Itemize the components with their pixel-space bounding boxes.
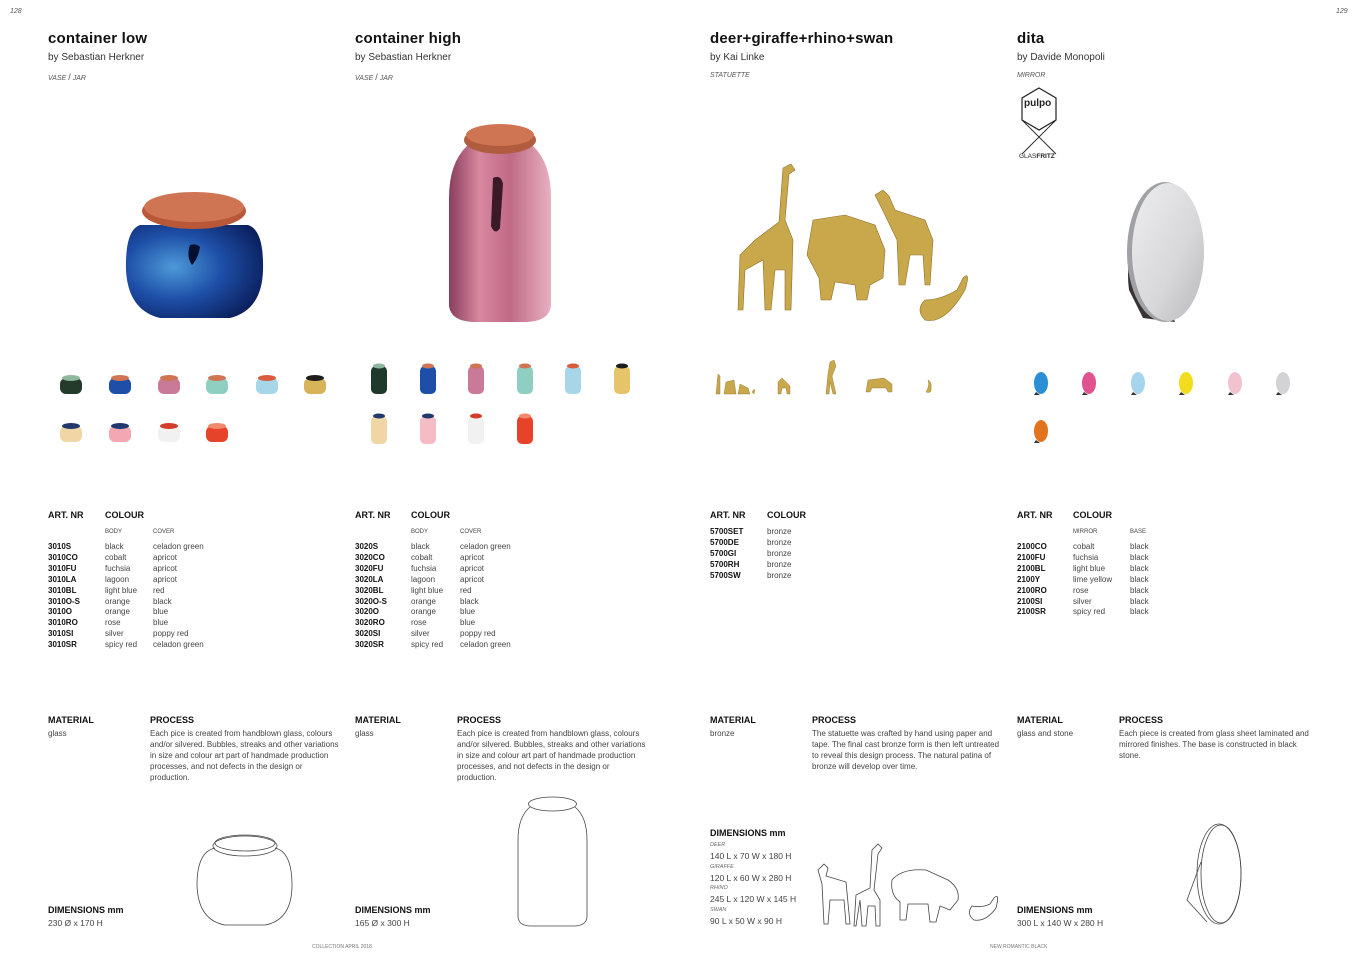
colour-value: rose [411,618,427,628]
colour-value: silver [411,629,430,639]
variant-thumb [60,423,82,442]
dimensions-header: DIMENSIONS mm [48,905,124,915]
category-vase: VASE [48,75,67,82]
body-subheader: BODY [411,529,429,535]
colour-value-secondary: apricot [460,563,485,573]
colour-value-secondary: apricot [460,552,485,562]
art-number: 3020O [355,607,380,617]
variant-thumb [420,414,436,445]
process-header: PROCESS [457,715,502,725]
art-number: 3020BL [355,585,384,595]
material-value: bronze [710,729,735,738]
art-number: 2100CO [1017,542,1047,551]
product-category: STATUETTE [710,72,750,79]
dimension-label: RHINO [710,885,728,891]
colour-header: COLOUR [1073,510,1112,520]
colour-value: bronze [767,559,792,569]
dimensions-value: 300 L x 140 W x 280 H [1017,918,1104,928]
dimension-label: GIRAFFE [710,863,734,870]
animals-line-drawing [810,840,1005,930]
art-number: 2100Y [1017,574,1041,584]
colour-value-secondary: celadon green [153,542,204,551]
colour-value: rose [1073,585,1089,595]
logo-glas: GLAS [1019,153,1037,160]
variant-thumb [468,364,484,395]
variant-thumb-set [716,374,755,394]
colour-value: fuchsia [411,563,437,573]
variant-thumb [371,364,387,395]
colour-value-secondary: apricot [153,552,178,562]
art-number: 5700RH [710,559,740,569]
cover-subheader: COVER [153,529,175,535]
variant-thumb [1034,372,1048,395]
colour-value-secondary: celadon green [153,640,204,650]
colour-value-secondary: blue [153,607,169,617]
variant-thumb [1131,372,1145,395]
dimensions-header: DIMENSIONS mm [1017,905,1093,915]
dimensions-header: DIMENSIONS mm [355,905,431,915]
colour-value-secondary: black [153,596,172,606]
variant-thumb-deer [778,378,790,394]
colour-value: bronze [767,548,792,558]
container-low-photo [120,185,270,330]
colour-header: COLOUR [767,510,806,520]
colour-value: silver [105,629,124,639]
colour-value: bronze [767,570,792,580]
colour-value-secondary: blue [460,607,476,617]
variant-thumb [517,364,533,395]
category-separator: / [375,72,378,82]
art-number: 3010BL [48,585,77,595]
animals-photo [735,160,980,330]
colour-value-secondary: blue [153,618,169,628]
colour-value: lagoon [411,574,436,584]
colour-value: fuchsia [1073,552,1099,562]
dita-variants [1028,364,1303,449]
colour-value: silver [1073,596,1092,606]
colour-value: light blue [1073,563,1106,573]
container-high-line-drawing [515,795,590,930]
variant-thumb [565,364,581,395]
art-number: 3020S [355,542,379,551]
colour-value: orange [411,607,436,617]
base-subheader: BASE [1130,529,1147,535]
art-number: 3010FU [48,563,77,573]
product-designer: by Sebastian Herkner [355,52,452,63]
colour-value-secondary: black [460,596,479,606]
variant-thumb [1228,372,1242,395]
art-nr-header: ART. NR [1017,510,1053,520]
dita-line-drawing [1185,822,1245,928]
art-number: 5700SET [710,527,744,536]
mirror-subheader: MIRROR [1073,529,1098,535]
product-title: container low [48,30,148,47]
variant-thumb [1082,372,1096,395]
dimension-label: DEER [710,842,726,848]
art-number: 3010CO [48,552,78,562]
container-low-variants-extra [252,368,332,398]
colour-value-secondary: black [1130,542,1149,551]
art-number: 3020LA [355,574,384,584]
art-nr-header: ART. NR [710,510,746,520]
art-number: 3020SI [355,629,381,639]
colour-value-secondary: black [1130,552,1149,562]
material-header: MATERIAL [48,715,94,725]
colour-value-secondary: black [1130,596,1149,606]
variant-thumb [158,423,180,442]
colour-value-secondary: apricot [153,574,178,584]
colour-value: fuchsia [105,563,131,573]
colour-header: COLOUR [411,510,450,520]
colour-value-secondary: black [1130,585,1149,595]
art-number: 3020RO [355,618,385,628]
container-low-variants [56,368,256,448]
colour-value: spicy red [105,640,138,650]
variant-thumb [420,364,436,395]
art-number: 3010O-S [48,596,81,606]
container-high-photo [445,118,555,328]
product-category [48,72,86,82]
colour-value: spicy red [411,640,444,650]
process-header: PROCESS [812,715,857,725]
colour-value: light blue [105,585,138,595]
process-header: PROCESS [1119,715,1164,725]
material-header: MATERIAL [1017,715,1063,725]
variant-thumb [371,414,387,445]
variant-thumb [1034,420,1048,443]
art-number: 3010LA [48,574,77,584]
variant-thumb [158,375,180,394]
colour-value-secondary: poppy red [153,629,189,639]
colour-value: cobalt [411,552,433,562]
process-text: The statuette was crafted by hand using paper and tape. The final cast bronze form is then left untreated to reveal this design process. The natural patina of bronze will develop over time. [812,729,1000,771]
variant-thumb [109,423,131,442]
rhino-figure [807,215,885,300]
colour-value: light blue [411,585,444,595]
colour-value: rose [105,618,121,628]
art-number: 2100SR [1017,607,1046,617]
product-category: MIRROR [1017,72,1046,79]
product-category [355,72,393,82]
logo-glasfritz-text [1019,153,1055,160]
material-header: MATERIAL [710,715,756,725]
variant-thumb [256,375,278,394]
colour-value-secondary: celadon green [460,542,511,551]
dita-mirror-photo [1115,180,1210,328]
art-number: 5700DE [710,537,739,547]
process-text: Each piece is created from glass sheet laminated and mirrored finishes. The base is constructed in black stone. [1119,729,1309,760]
page-number-left: 128 [10,8,22,15]
colour-value-secondary: black [1130,563,1149,573]
colour-value: orange [411,596,436,606]
colour-value-secondary: poppy red [460,629,496,639]
art-nr-header: ART. NR [48,510,84,520]
process-text: Each pice is created from handblown glass, colours and/or silvered. Bubbles, streaks and other variations in size and colour art part of handmade production processes, and not defects in the design or production. [457,729,646,782]
variant-thumb [60,375,82,394]
dimension-value: 140 L x 70 W x 180 H [710,851,792,861]
colour-value: orange [105,607,130,617]
variant-thumb [206,375,228,394]
dimension-label: SWAN [710,906,727,913]
art-number: 3010SR [48,640,77,650]
category-jar: JAR [72,75,86,82]
art-number: 3010S [48,542,72,551]
process-header: PROCESS [150,715,195,725]
logo-fritz: FRITZ [1036,153,1055,160]
variant-thumb [109,375,131,394]
colour-value: cobalt [1073,542,1095,551]
colour-value: lagoon [105,574,130,584]
dimensions-value: 230 Ø x 170 H [48,918,103,928]
colour-value-secondary: apricot [153,563,178,573]
dimensions-header: DIMENSIONS mm [710,828,786,838]
art-number: 3010O [48,607,73,617]
colour-value-secondary: celadon green [460,640,511,650]
art-number: 3010SI [48,629,74,639]
process-text: Each pice is created from handblown glass, colours and/or silvered. Bubbles, streaks and other variations in size and colour art part of handmade production processes, and not defects in the design or production. [150,729,339,782]
art-number: 3020SR [355,640,384,650]
product-designer: by Sebastian Herkner [48,52,145,63]
product-title: dita [1017,30,1045,47]
variant-thumb-rhino [866,378,892,392]
colour-value: lime yellow [1073,574,1113,584]
art-number: 5700SW [710,570,741,580]
variant-thumb-swan [926,380,931,393]
material-header: MATERIAL [355,715,401,725]
variant-thumb [1179,372,1193,395]
dimension-value: 90 L x 50 W x 90 H [710,915,782,926]
variant-thumb [468,414,484,445]
variant-thumb [517,414,533,445]
colour-value: black [105,542,124,551]
colour-value: cobalt [105,552,127,562]
material-value: glass [355,729,374,738]
art-number: 3020CO [355,552,385,562]
art-number: 3020O-S [355,596,388,606]
container-low-line-drawing [195,830,295,930]
colour-value-secondary: black [1130,607,1149,617]
product-title: deer+giraffe+rhino+swan [710,30,894,47]
category-jar: JAR [379,75,393,82]
logo-pulpo-text: pulpo [1024,98,1052,109]
product-designer: by Davide Monopoli [1017,52,1105,63]
colour-value-secondary: black [1130,574,1149,584]
art-number: 2100FU [1017,552,1046,562]
dimension-value: 245 L x 120 W x 145 H [710,894,797,904]
variant-thumb [614,364,630,395]
art-nr-header: ART. NR [355,510,391,520]
animals-variants [712,356,942,396]
colour-value: spicy red [1073,607,1106,617]
art-number: 3010RO [48,618,78,628]
dimensions-list [710,842,820,932]
variant-thumb-giraffe [826,360,836,394]
category-separator: / [68,72,71,82]
colour-value-secondary: apricot [460,574,485,584]
variant-thumb [304,375,326,394]
colour-value: black [411,542,430,551]
footer-right: NEW ROMANTIC BLACK [990,944,1048,950]
colour-value: orange [105,596,130,606]
art-number: 5700GI [710,548,737,558]
colour-value-secondary: red [153,585,165,595]
variant-thumb [206,423,228,442]
art-number: 2100BL [1017,563,1046,573]
colour-header: COLOUR [105,510,144,520]
container-high-variants [365,358,635,448]
art-number: 3020FU [355,563,384,573]
dimension-value: 120 L x 60 W x 280 H [710,872,792,883]
cover-subheader: COVER [460,529,482,535]
giraffe-figure [738,164,795,310]
category-vase: VASE [355,75,374,82]
colour-value: bronze [767,537,792,547]
art-number: 2100RO [1017,585,1047,595]
product-designer: by Kai Linke [710,52,765,63]
colour-value-secondary: blue [460,618,476,628]
colour-value: bronze [767,527,792,536]
variant-thumb [1276,372,1290,395]
dimensions-value: 165 Ø x 300 H [355,918,410,928]
art-number: 2100SI [1017,596,1043,606]
colour-value-secondary: red [460,585,472,595]
footer-left: COLLECTION APRIL 2018 [312,944,372,950]
product-title: container high [355,30,462,47]
body-subheader: BODY [105,529,123,535]
material-value: glass and stone [1017,729,1074,738]
material-value: glass [48,729,67,738]
page-number-right: 129 [1336,8,1348,15]
